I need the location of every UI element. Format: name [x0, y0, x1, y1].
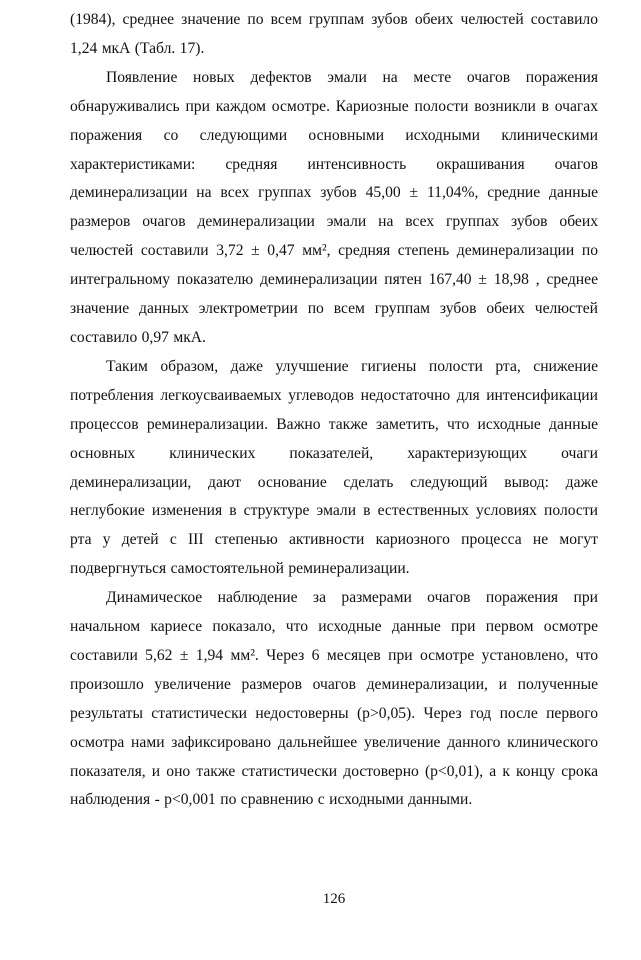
document-page: [70, 0, 598, 960]
paragraph-new-defects: Появление новых дефектов эмали на месте очагов поражения обнаруживались при каждом осмотре. Кариозные полости возникли в очагах поражения со следующими основными исходными клиническими характеристиками: средняя интенсивность окрашивания очагов деминерализации на всех группах зубов 45,00 ± 11,04%, средние данные размеров очагов деминерализации эмали на всех группах зубов обеих челюстей составили 3,72 ± 0,47 мм², средняя степень деминерализации по интегральному показателю деминерализации пятен 167,40 ± 18,98 , среднее значение данных электрометрии по всем группам зубов обеих челюстей составило 0,97 мкА.: [70, 68, 598, 346]
page-number: 126: [322, 891, 346, 907]
body-text: [70, 6, 598, 815]
paragraph-conclusion: Таким образом, даже улучшение гигиены полости рта, снижение потребления легкоусваиваемых углеводов недостаточно для интенсификации процессов реминерализации. Важно также заметить, что исходные данные основных клинических показателей, характеризующих очаги деминерализации, дают основание сделать следующий вывод: даже неглубокие изменения в структуре эмали в естественных условиях полости рта у детей с III степенью активности кариозного процесса не могут подвергнуться самостоятельной реминерализации.: [70, 357, 598, 578]
paragraph-dynamics: Динамическое наблюдение за размерами очагов поражения при начальном кариесе показало, что исходные данные при первом осмотре составили 5,62 ± 1,94 мм². Через 6 месяцев при осмотре установлено, что произошло увеличение размеров очагов деминерализации, и полученные результаты статистически недостоверны (p>0,05). Через год после первого осмотра нами зафиксировано дальнейшее увеличение данного клинического показателя, и оно также статистически достоверно (p<0,01), а к концу срока наблюдения - p<0,001 по сравнению с исходными данными.: [70, 589, 598, 809]
paragraph-continuation: (1984), среднее значение по всем группам зубов обеих челюстей составило 1,24 мкА (Табл. 17).: [70, 11, 598, 57]
